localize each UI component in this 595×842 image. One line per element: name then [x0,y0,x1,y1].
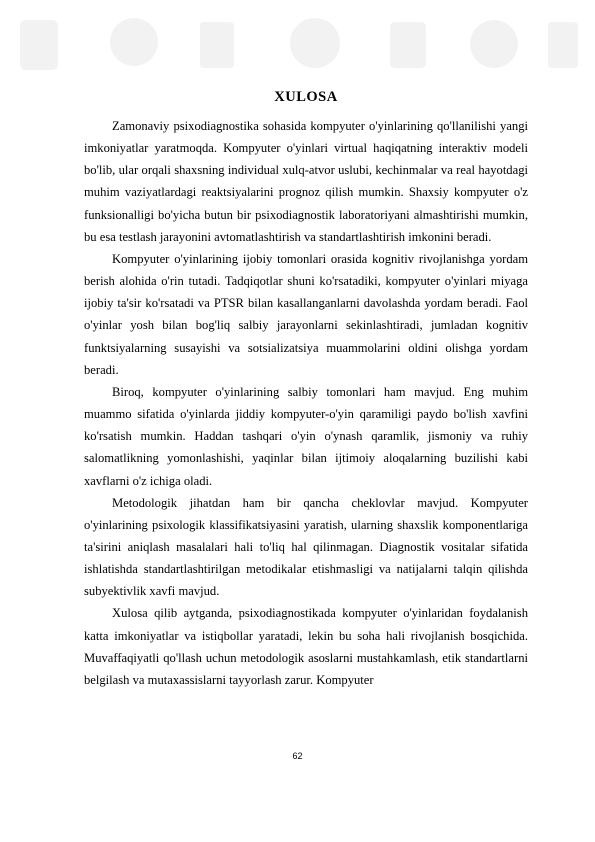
paragraph-3: Biroq, kompyuter o'yinlarining salbiy tomonlari ham mavjud. Eng muhim muammo sifatida o'yinlarda jiddiy kompyuter-o'yin qaramiligi paydo bo'lish xavfini ko'rsatish mumkin. Haddan tashqari o'yin o'ynash qaramlik, jismoniy va ruhiy salomatlikning yomonlashishi, yaqinlar bilan ijtimoiy aloqalarning buzilishi kabi xavflarni o'z ichiga oladi. [84,384,528,488]
page-number: 62 [292,751,303,761]
paragraph-2: Kompyuter o'yinlarining ijobiy tomonlari orasida kognitiv rivojlanishga yordam berish alohida o'rin tutadi. Tadqiqotlar shuni ko'rsatadiki, kompyuter o'yinlari miyaga ijobiy ta'sir ko'rsatadi va PTSR bilan kasallanganlarni davolashda yordam beradi. Faol o'yinlar yosh bilan bog'liq salbiy jarayonlarni sekinlashtiradi, jumladan kognitiv funktsiyalarning susayishi va sotsializatsiya muammolarini oldini olishga yordam beradi. [84,251,528,377]
page-content [84,86,528,691]
paragraph-1: Zamonaviy psixodiagnostika sohasida kompyuter o'yinlarining qo'llanilishi yangi imkoniyatlar yaratmoqda. Kompyuter o'yinlari virtual haqiqatning interaktiv modeli bo'lib, ular orqali shaxsning individual xulq-atvor uslubi, kechinmalar va real hayotdagi muhim vaziyatlardagi reaktsiyalarini prognoz qilish mumkin. Shaxsiy kompyuter o'z funksionalligi bo'yicha butun bir psixodiagnostik laboratoriyani almashtirishi mumkin, bu esa testlash jarayonini avtomatlashtirish va standartlashtirish imkonini beradi. [84,119,528,244]
page-heading: XULOSA [274,89,338,105]
paragraph-5: Xulosa qilib aytganda, psixodiagnostikada kompyuter o'yinlaridan foydalanish katta imkoniyatlar va istiqbollar yaratadi, lekin bu soha hali rivojlanish bosqichida. Muvaffaqiyatli qo'llash uchun metodologik asoslarni mustahkamlash, etik standartlarni belgilash va mutaxassislarni tayyorlash zarur. Kompyuter [84,606,528,687]
paragraph-4: Metodologik jihatdan ham bir qancha cheklovlar mavjud. Kompyuter o'yinlarining psixologik klassifikatsiyasini yaratish, ularning shaxslik komponentlariga ta'sirini aniqlash masalalari hali to'liq hal qilinmagan. Diagnostik vositalar sifatida ishlatishda standartlashtirilgan metodikalar etishmasligi va natijalarni talqin qilishda subyektivlik xavfi mavjud. [84,495,528,599]
